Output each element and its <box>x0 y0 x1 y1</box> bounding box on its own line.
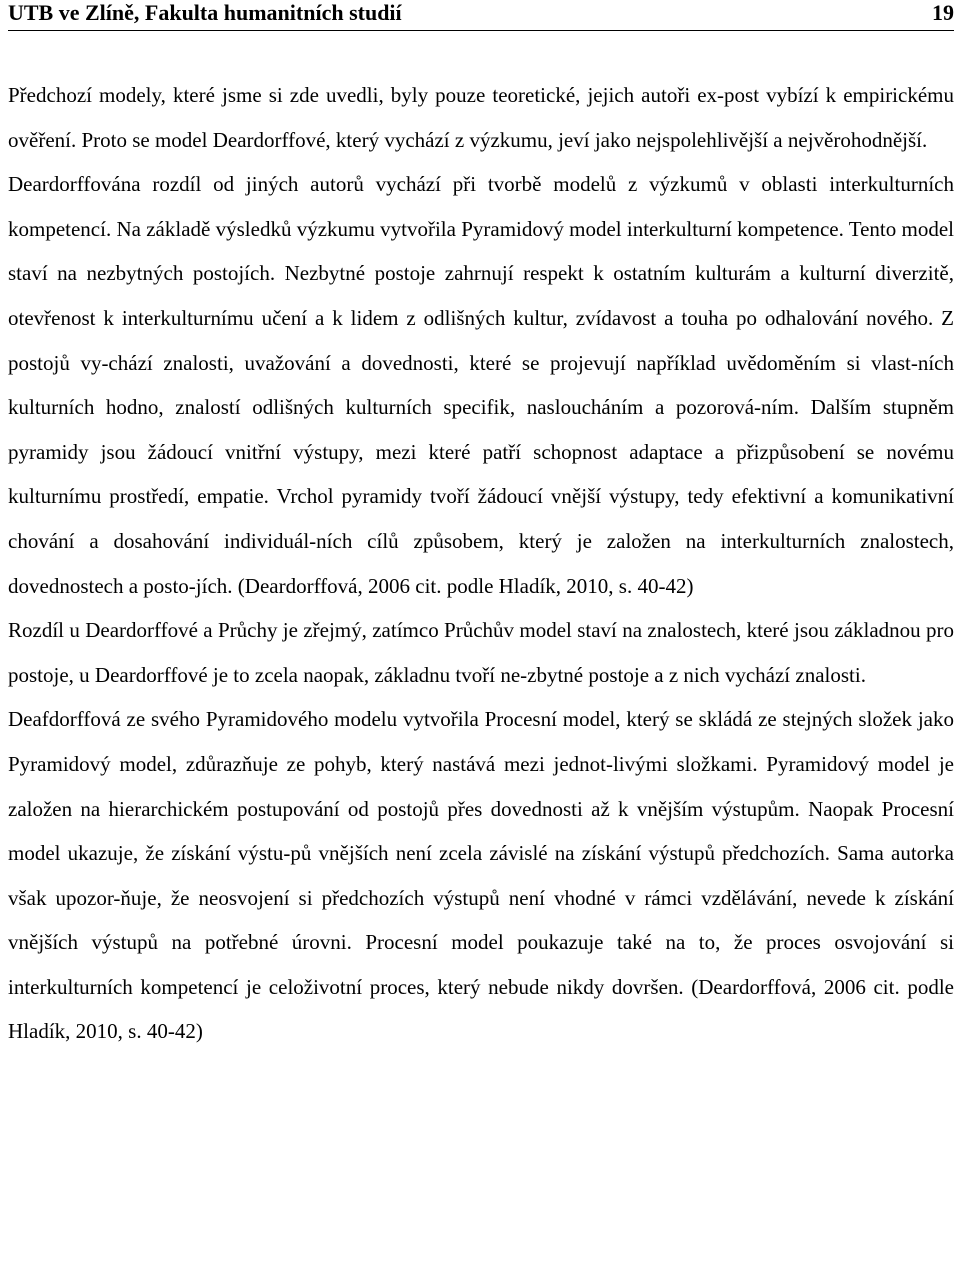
header-title: UTB ve Zlíně, Fakulta humanitních studií <box>8 0 402 25</box>
paragraph-2: Deardorffována rozdíl od jiných autorů vychází při tvorbě modelů z výzkumů v oblasti interkulturních kompetencí. Na základě výsledků výzkumu vytvořila Pyramidový model interkulturní kompetence. Tento model staví na nezbytných postojích. Nezbytné postoje zahrnují respekt k ostatním kulturám a kulturní diverzitě, otevřenost k interkulturnímu učení a k lidem z odlišných kultur, zvídavost a touha po odhalování nového. Z postojů vy-chází znalosti, uvažování a dovednosti, které se projevují například uvědoměním si vlast-ních kulturních hodno, znalostí odlišných kulturních specifik, nasloucháním a pozorová-ním. Dalším stupněm pyramidy jsou žádoucí vnitřní výstupy, mezi které patří schopnost adaptace a přizpůsobení se novému kulturnímu prostředí, empatie. Vrchol pyramidy tvoří žádoucí vnější výstupy, tedy efektivní a komunikativní chování a dosahování individuál-ních cílů způsobem, který je založen na interkulturních znalostech, dovednostech a posto-jích. (Deardorffová, 2006 cit. podle Hladík, 2010, s. 40-42) <box>8 172 954 598</box>
page-header <box>8 0 954 31</box>
paragraph-3: Rozdíl u Deardorffové a Průchy je zřejmý, zatímco Průchův model staví na znalostech, které jsou základnou pro postoje, u Deardorffové je to zcela naopak, základnu tvoří ne-zbytné postoje a z nich vychází znalosti. <box>8 618 954 687</box>
page-number: 19 <box>932 0 954 25</box>
paragraph-1: Předchozí modely, které jsme si zde uvedli, byly pouze teoretické, jejich autoři ex-post vybízí k empirickému ověření. Proto se model Deardorffové, který vychází z výzkumu, jeví jako nejspolehlivější a nejvěrohodnější. <box>8 83 954 152</box>
body-text <box>8 73 954 1054</box>
paragraph-4: Deafdorffová ze svého Pyramidového modelu vytvořila Procesní model, který se skládá ze stejných složek jako Pyramidový model, zdůrazňuje ze pohyb, který nastává mezi jednot-livými složkami. Pyramidový model je založen na hierarchickém postupování od postojů přes dovednosti až k vnějším výstupům. Naopak Procesní model ukazuje, že získání výstu-pů vnějších není zcela závislé na získání výstupů předchozích. Sama autorka však upozor-ňuje, že neosvojení si předchozích výstupů není vhodné v rámci vzdělávání, nevede k získání vnějších výstupů na potřebné úrovni. Procesní model poukazuje také na to, že proces osvojování si interkulturních kompetencí je celoživotní proces, který nebude nikdy dovršen. (Deardorffová, 2006 cit. podle Hladík, 2010, s. 40-42) <box>8 707 954 1044</box>
